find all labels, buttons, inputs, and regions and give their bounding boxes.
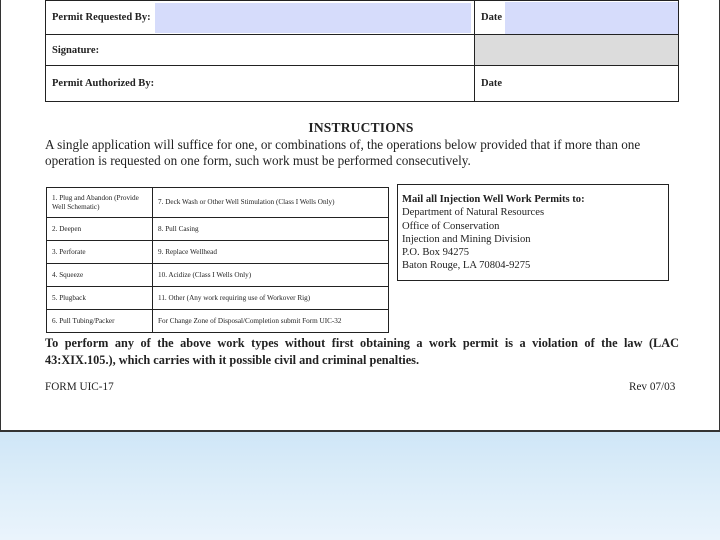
- date-cell-2: [475, 66, 679, 102]
- form-number: FORM UIC-17: [45, 381, 114, 393]
- signature-label: Signature:: [52, 44, 100, 56]
- slide-background: [0, 432, 720, 540]
- date-cell-1: [475, 1, 679, 35]
- signature-cell: [46, 35, 475, 66]
- work-type-cell: 5. Plugback: [47, 287, 153, 310]
- permit-authorized-by-cell: [46, 66, 475, 102]
- mailing-address-box: [397, 184, 669, 281]
- work-type-cell: 1. Plug and Abandon (Provide Well Schematic): [47, 188, 153, 218]
- work-type-cell: 6. Pull Tubing/Packer: [47, 310, 153, 333]
- date-label-2: Date: [481, 78, 502, 89]
- work-type-cell: For Change Zone of Disposal/Completion submit Form UIC-32: [153, 310, 389, 333]
- mailing-address-title: Mail all Injection Well Work Permits to:: [402, 194, 585, 205]
- table-row: [47, 241, 389, 264]
- permit-authorized-by-label: Permit Authorized By:: [52, 78, 155, 89]
- work-types-table: [46, 187, 389, 333]
- revision-date: Rev 07/03: [629, 381, 676, 393]
- work-type-cell: 4. Squeeze: [47, 264, 153, 287]
- legal-warning: To perform any of the above work types without first obtaining a work permit is a violation of the law (LAC 43:XIX.105.), which carries with it possible civil and criminal penalties.: [45, 336, 679, 367]
- table-row: [47, 310, 389, 333]
- work-type-cell: 9. Replace Wellhead: [153, 241, 389, 264]
- permit-form-table: [45, 0, 679, 102]
- work-type-cell: 3. Perforate: [47, 241, 153, 264]
- table-row: [47, 287, 389, 310]
- work-type-cell: 11. Other (Any work requiring use of Workover Rig): [153, 287, 389, 310]
- work-type-cell: 8. Pull Casing: [153, 218, 389, 241]
- work-type-cell: 10. Acidize (Class I Wells Only): [153, 264, 389, 287]
- signature-date-field[interactable]: [475, 35, 679, 66]
- permit-requested-by-field[interactable]: [155, 3, 471, 33]
- table-row: [47, 188, 389, 218]
- date-label-1: Date: [481, 12, 502, 23]
- address-line: P.O. Box 94275: [402, 247, 470, 259]
- work-type-cell: 2. Deepen: [47, 218, 153, 241]
- table-row: [47, 218, 389, 241]
- table-row: [47, 264, 389, 287]
- instructions-text: A single application will suffice for one, or combinations of, the operations below provided that if more than one operation is requested on one form, such work must be performed consecutively.: [45, 137, 641, 168]
- address-line: Baton Rouge, LA 70804-9275: [402, 260, 531, 272]
- work-type-cell: 7. Deck Wash or Other Well Stimulation (Class I Wells Only): [153, 188, 389, 218]
- address-line: Office of Conservation: [402, 220, 500, 232]
- permit-requested-by-label: Permit Requested By:: [52, 12, 151, 23]
- address-line: Injection and Mining Division: [402, 233, 531, 245]
- permit-requested-by-row: [46, 1, 475, 35]
- date-field-1[interactable]: [505, 2, 678, 34]
- instructions-title: INSTRUCTIONS: [308, 120, 414, 135]
- address-line: Department of Natural Resources: [402, 207, 545, 219]
